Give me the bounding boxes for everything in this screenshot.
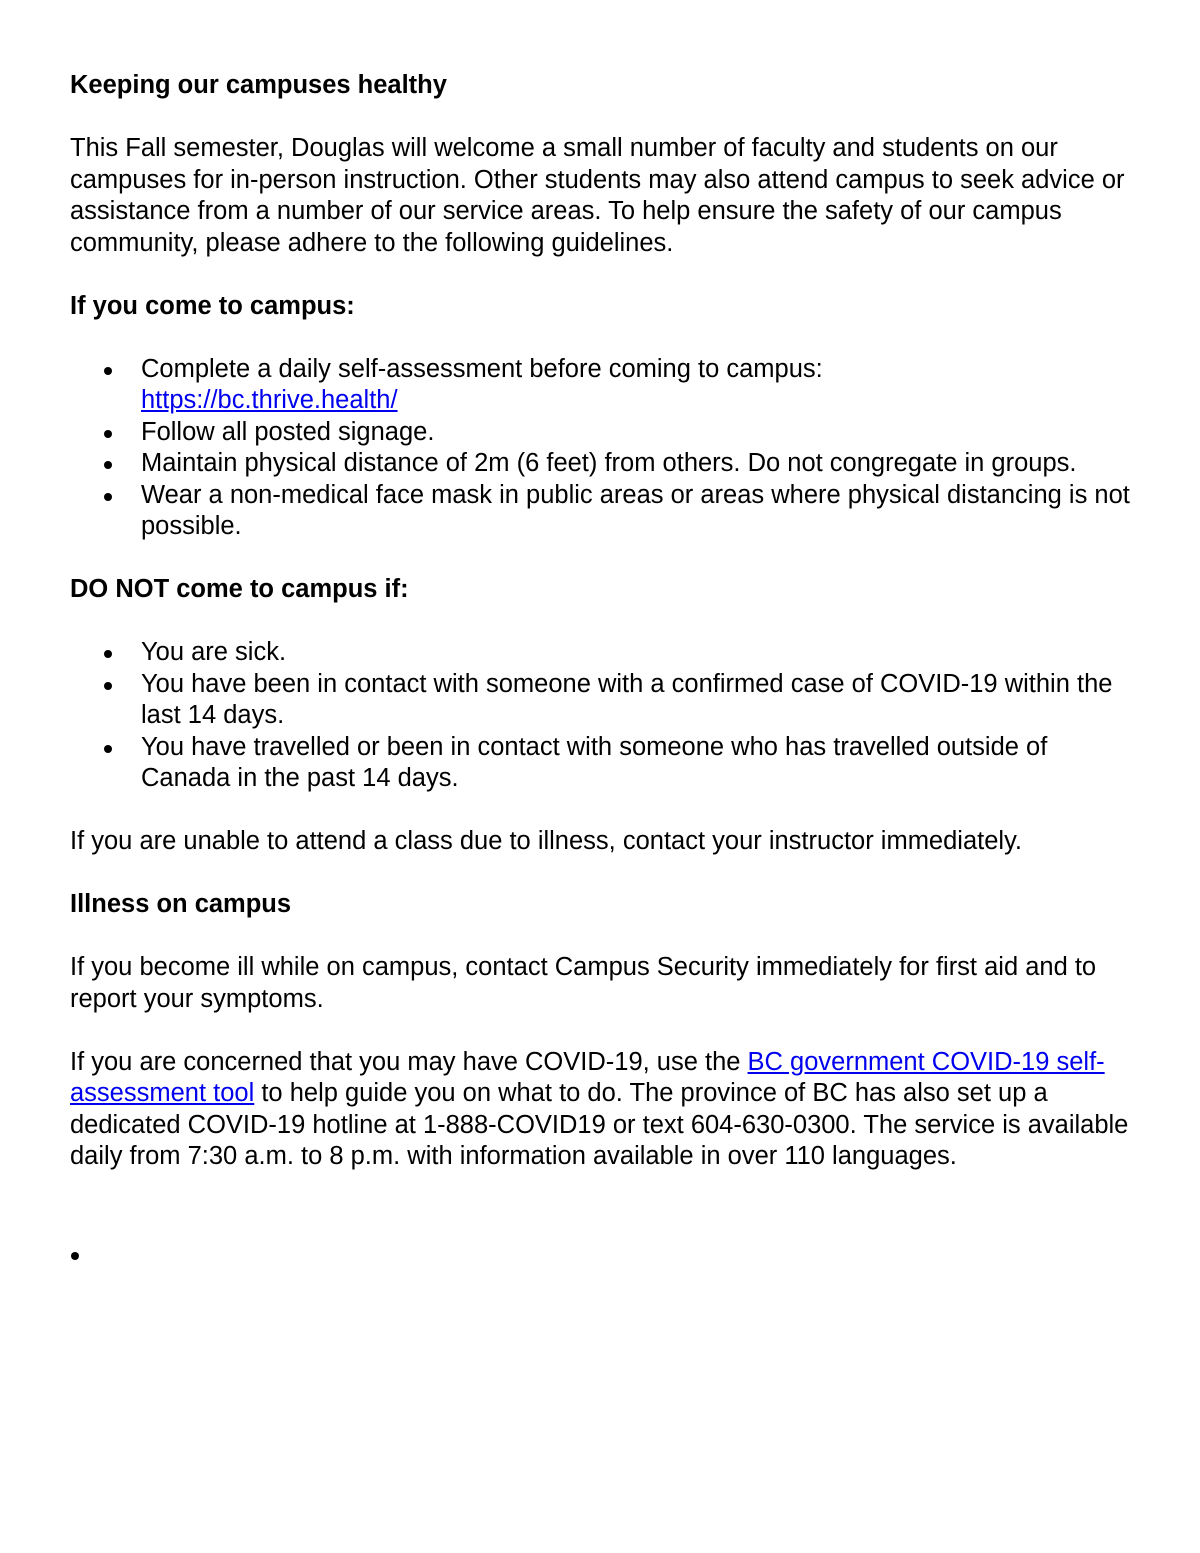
list-item [70, 669, 1132, 732]
bullet-icon [104, 650, 112, 658]
list-item [70, 480, 1132, 543]
bullet-icon [104, 367, 112, 375]
list-item-text: You have travelled or been in contact with someone who has travelled outside of Canada in the past 14 days. [141, 732, 1048, 792]
list-item [70, 448, 1132, 480]
intro-paragraph: This Fall semester, Douglas will welcome a small number of faculty and students on our campuses for in-person instruction. Other students may also attend campus to seek advice or assistance from a number of our service areas. To help ensure the safety of our campus community, please adhere to the following guidelines. [70, 134, 1125, 257]
list-item-text: Maintain physical distance of 2m (6 feet) from others. Do not congregate in groups. [141, 449, 1077, 477]
bullet-icon [104, 461, 112, 469]
covid-concern-paragraph [70, 1047, 1132, 1173]
bullet-icon [104, 745, 112, 753]
list-item-text: Follow all posted signage. [141, 417, 435, 446]
do-not-come-list [70, 637, 1132, 795]
document-page [70, 70, 1132, 1173]
list-item [70, 354, 1132, 417]
section-heading-come: If you come to campus: [70, 291, 355, 320]
list-item-text: Complete a daily self-assessment before coming to campus: [141, 354, 823, 383]
list-item-text: Wear a non-medical face mask in public areas or areas where physical distancing is not possible. [141, 480, 1130, 540]
come-to-campus-list [70, 354, 1132, 543]
list-item-text: You have been in contact with someone with a confirmed case of COVID-19 within the last 14 days. [141, 669, 1113, 729]
paragraph-text-after: to help guide you on what to do. The province of BC has also set up a dedicated COVID-19 hotline at 1-888-COVID19 or text 604-630-0300. The service is available daily from 7:30 a.m. to 8 p.m. with information available in over 110 languages. [70, 1079, 1129, 1170]
bullet-icon [104, 430, 112, 438]
list-item [70, 637, 1132, 669]
bullet-icon [104, 682, 112, 690]
empty-bullet-icon [71, 1252, 79, 1260]
self-assessment-tool-link[interactable]: BC government COVID-19 self-assessment tool [70, 1047, 1105, 1107]
list-item [70, 417, 1132, 449]
section-heading-do-not: DO NOT come to campus if: [70, 575, 409, 603]
page-title: Keeping our campuses healthy [70, 71, 447, 99]
thrive-health-link[interactable]: https://bc.thrive.health/ [141, 386, 398, 414]
list-item-text: You are sick. [141, 638, 287, 666]
bullet-icon [104, 493, 112, 501]
illness-paragraph: If you become ill while on campus, contact Campus Security immediately for first aid and to report your symptoms. [70, 953, 1097, 1013]
list-item [70, 732, 1132, 795]
paragraph-text-before: If you are concerned that you may have COVID-19, use the [70, 1047, 748, 1076]
unable-to-attend-note: If you are unable to attend a class due to illness, contact your instructor immediately. [70, 827, 1023, 855]
section-heading-illness: Illness on campus [70, 890, 292, 918]
